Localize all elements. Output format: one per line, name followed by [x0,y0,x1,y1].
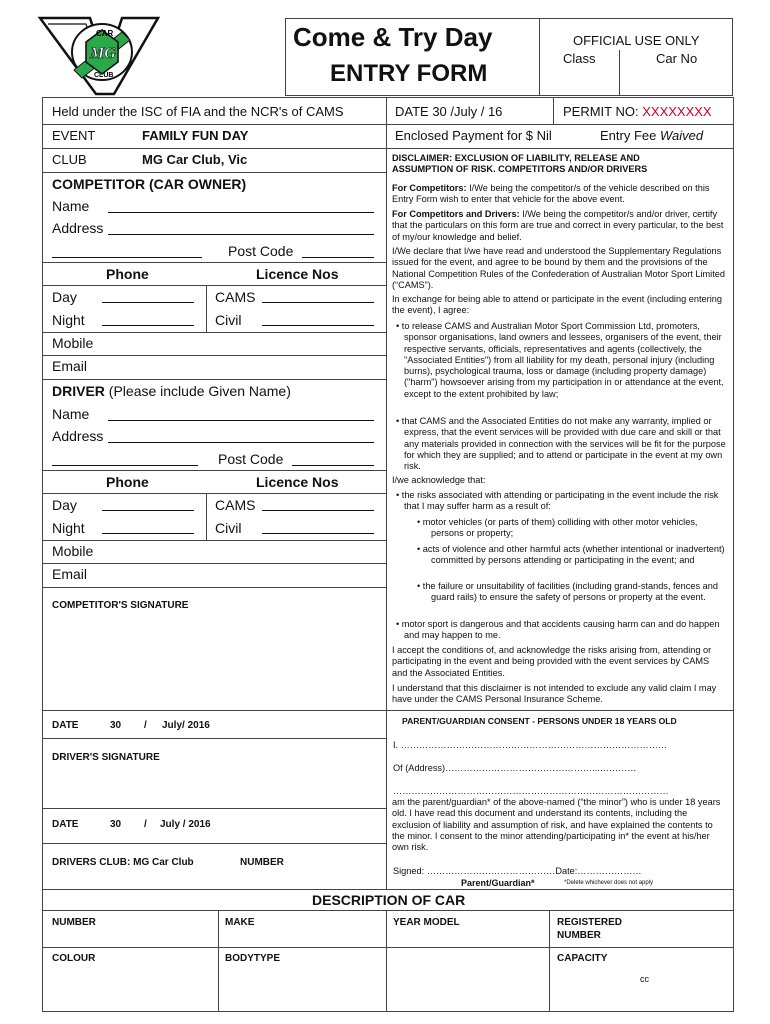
drivers-club-number-label: NUMBER [240,857,284,868]
car-year-model-label[interactable]: YEAR MODEL [393,917,460,928]
driver-cams-field[interactable] [262,510,374,511]
driver-civil-field[interactable] [262,533,374,534]
official-use-label: OFFICIAL USE ONLY [573,33,700,48]
date1-rest: July/ 2016 [162,720,210,731]
disclaimer-p2 [392,209,726,243]
payment-text: Enclosed Payment for $ Nil [395,128,552,143]
guardian-heading: PARENT/GUARDIAN CONSENT - PERSONS UNDER 18 YEARS OLD [402,716,677,726]
competitor-cams-label: CAMS [215,289,256,305]
competitor-day-label: Day [52,289,77,305]
competitor-address-field[interactable] [108,234,374,235]
guardian-signed-line[interactable]: Signed: ……………………………………Date:………………… [393,866,642,876]
logo-text-mid: MG [90,45,116,62]
guardian-consent-text: am the parent/guardian* of the above-named (“the minor”) who is under 18 years old. I have read this document and understand its contents, including the exclusion of liability and assumption of risk, and have explained the contents to the minor. I consent to the minor attending/participating in* the event at his/her own risk. [392,797,721,853]
competitor-signature-label[interactable]: COMPETITOR'S SIGNATURE [52,600,189,611]
guardian-delete-note: *Delete whichever does not apply [564,880,654,886]
disclaimer-bullet3: • the risks associated with attending or participating in the event include the risk that I may suffer harm as a result of: [396,490,719,512]
competitor-civil-field[interactable] [262,325,374,326]
permit-label: PERMIT NO: [563,104,639,119]
mg-car-club-logo [34,10,164,98]
car-number-label[interactable]: NUMBER [52,917,96,928]
disclaimer-p3: I/We declare that I/we have read and understood the Supplementary Regulations issued for the event, and agree to be bound by them and the provisions of the National Competition Rules of the Confederation of Australian Motor Sport Limited (“CAMS”). [392,246,725,290]
competitor-cams-field[interactable] [262,302,374,303]
guardian-address-dots[interactable]: ……………………………………………………………………………… [393,786,669,796]
disclaimer-heading: DISCLAIMER: EXCLUSION OF LIABILITY, RELEASE AND ASSUMPTION OF RISK. COMPETITORS AND/OR DRIVERS [392,153,648,174]
driver-name-field[interactable] [108,420,374,421]
driver-day-field[interactable] [102,510,194,511]
driver-civil-label: Civil [215,520,242,536]
driver-postcode-label: Post Code [218,451,284,467]
permit-value: XXXXXXXX [642,104,712,119]
disclaimer-p1-bold: For Competitors: [392,183,467,193]
driver-phone-heading: Phone [106,474,149,490]
driver-mobile-label[interactable]: Mobile [52,543,94,559]
permit-number [563,104,712,119]
driver-heading-note: (Please include Given Name) [108,383,291,399]
date1-day: 30 [110,720,122,731]
guardian-address-line[interactable]: Of (Address)…………………………………………...………… [393,763,637,773]
disclaimer-bullet2: • that CAMS and the Associated Entities do not make any warranty, implied or express, that the event services will be provided with due care and skill or that any materials provided in connection with the services will be fit for the purpose for which they are supplied; and to attend or participate in the event at my own risk. [396,416,726,472]
competitor-address-line2[interactable] [52,257,202,258]
date2-sep: / [144,819,147,830]
car-bodytype-label[interactable]: BODYTYPE [225,953,281,964]
car-capacity-unit: cc [640,974,649,984]
disclaimer-bullet4: • motor sport is dangerous and that accidents causing harm can and do happen and may happen to me. [396,619,720,641]
disclaimer-bullet1: • to release CAMS and Australian Motor Sport Commission Ltd, promoters, sponsor organisations, land owners and lessees, organisers of the event, their respective servants, officials, representatives and agents (collectively, the "Associated Entities") from all liability for my death, personal injury (including burns), psychological trauma, loss or damage (including property damage) ("harm") howsoever arising from my participation in or attendance at the event, except to the extent prohibited by law; [396,321,724,399]
class-label: Class [563,51,596,66]
competitor-heading: COMPETITOR (CAR OWNER) [52,176,247,192]
car-no-label: Car No [656,51,698,66]
guardian-parent-label: Parent/Guardian* [461,878,535,888]
disclaimer-sub3: • the failure or unsuitability of facilities (including grand-stands, fences and guard rails) to ensure the safety of persons or property at the event. [417,581,718,603]
date2-day: 30 [110,819,122,830]
car-registered-label[interactable]: REGISTERED [557,917,623,928]
logo-text-top: CAR [96,29,114,38]
form-subtitle: ENTRY FORM [330,60,488,87]
driver-address-line2[interactable] [52,465,198,466]
competitor-name-field[interactable] [108,212,374,213]
driver-address-field[interactable] [108,442,374,443]
competitor-day-field[interactable] [102,302,194,303]
club-value: MG Car Club, Vic [142,152,248,167]
disclaimer-sub2: • acts of violence and other harmful acts (whether intentional or inadvertent) committed by persons attending or participating in the event; and [417,544,725,566]
disclaimer-p2-text: I/We being the competitor/s and/or driver, certify that the particulars on this form are true and correct in every particular, to the best of my/our knowledge and belief. [392,209,724,242]
event-label: EVENT [52,128,96,143]
entry-fee [600,128,703,143]
entry-fee-value: Waived [659,128,704,143]
event-date: DATE 30 /July / 16 [395,104,503,119]
date1-label: DATE [52,720,79,731]
disclaimer-p4: In exchange for being able to attend or participate in the event (including entering the event), I agree: [392,294,722,316]
competitor-mobile-label[interactable]: Mobile [52,335,94,351]
driver-name-label: Name [52,406,90,422]
car-registered-label-2: NUMBER [557,930,601,941]
competitor-name-label: Name [52,198,90,214]
held-under-text: Held under the ISC of FIA and the NCR's of CAMS [52,104,344,119]
car-colour-label[interactable]: COLOUR [52,953,96,964]
disclaimer-p6: I accept the conditions of, and acknowledge the risks arising from, attending or participating in the event and being provided with the event services by CAMS and the Associated Entities. [392,645,712,678]
competitor-night-label: Night [52,312,85,328]
driver-night-label: Night [52,520,85,536]
driver-day-label: Day [52,497,77,513]
driver-postcode-field[interactable] [292,465,374,466]
car-make-label[interactable]: MAKE [225,917,255,928]
guardian-name-line[interactable]: I. …………………………………………………………………………… [393,740,668,750]
driver-night-field[interactable] [102,533,194,534]
driver-licence-heading: Licence Nos [256,474,339,490]
competitor-postcode-field[interactable] [302,257,374,258]
driver-cams-label: CAMS [215,497,256,513]
event-value: FAMILY FUN DAY [142,128,249,143]
logo-text-bottom: CLUB [94,72,114,79]
driver-address-label: Address [52,428,104,444]
competitor-phone-heading: Phone [106,266,149,282]
disclaimer-sub1: • motor vehicles (or parts of them) colliding with other motor vehicles, persons or property; [417,517,698,539]
disclaimer-p5: I/we acknowledge that: [392,475,486,485]
driver-signature-label[interactable]: DRIVER'S SIGNATURE [52,752,160,763]
competitor-postcode-label: Post Code [228,243,294,259]
car-heading: DESCRIPTION OF CAR [312,892,466,908]
driver-heading [52,383,291,399]
driver-email-label[interactable]: Email [52,566,88,582]
competitor-email-label[interactable]: Email [52,358,88,374]
form-title: Come & Try Day [293,22,493,52]
competitor-civil-label: Civil [215,312,242,328]
club-label: CLUB [52,152,87,167]
competitor-night-field[interactable] [102,325,194,326]
date1-sep: / [144,720,147,731]
competitor-address-label: Address [52,220,104,236]
entry-fee-label: Entry Fee [600,128,657,143]
disclaimer-p1 [392,183,726,206]
disclaimer-p2-bold: For Competitors and Drivers: [392,209,520,219]
car-capacity-label[interactable]: CAPACITY [557,953,608,964]
date2-rest: July / 2016 [160,819,211,830]
disclaimer-p1-text: I/We being the competitor/s of the vehicle described on this Entry Form wish to enter that vehicle for the above event. [392,183,710,205]
drivers-club-label: DRIVERS CLUB: MG Car Club [52,857,194,868]
date2-label: DATE [52,819,79,830]
competitor-licence-heading: Licence Nos [256,266,339,282]
disclaimer-p7: I understand that this disclaimer is not intended to exclude any valid claim I may have under the CAMS Personal Insurance Scheme. [392,683,717,705]
driver-heading-label: DRIVER [52,383,105,399]
